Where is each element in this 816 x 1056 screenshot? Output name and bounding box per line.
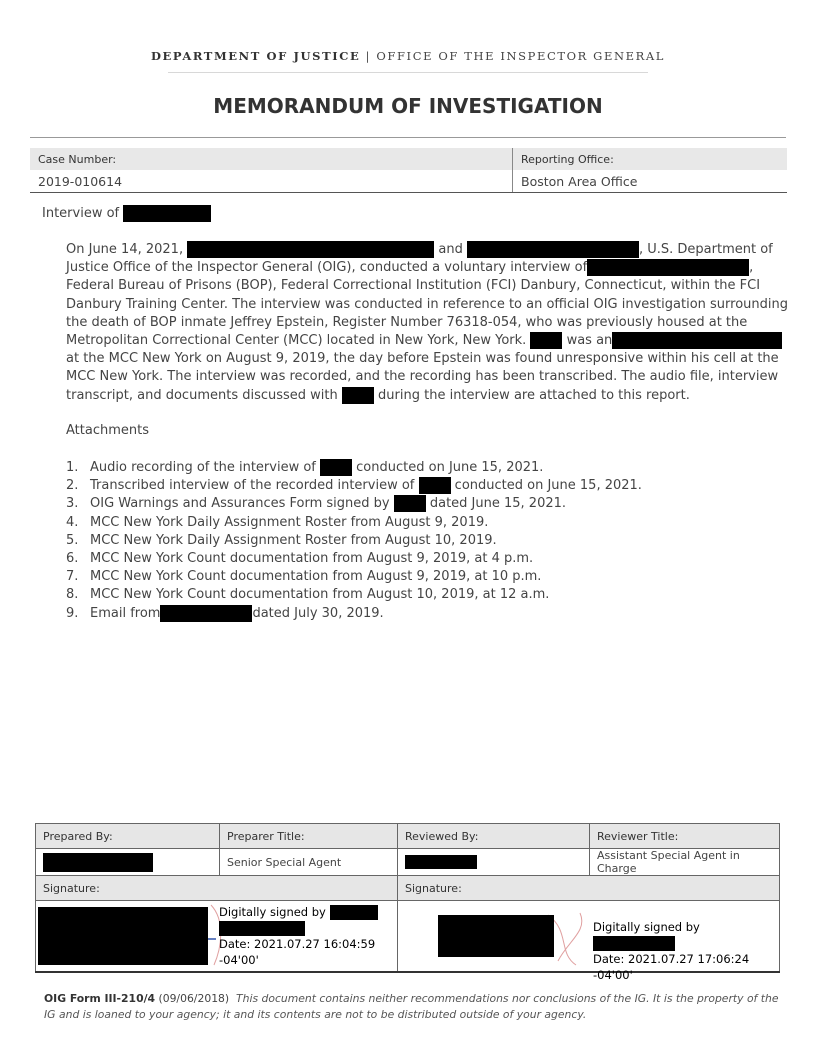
narrative-line <box>66 259 766 277</box>
narrative-line: the death of BOP inmate Jeffrey Epstein, Register Number 76318-054, who was previously housed at the <box>66 314 748 330</box>
case-number-value: 2019-010614 <box>30 170 513 193</box>
preparer-title-label: Preparer Title: <box>220 824 398 849</box>
preparer-signature-label: Signature: <box>36 876 398 901</box>
list-item <box>66 586 642 604</box>
list-item <box>66 514 642 532</box>
list-number: 3. <box>66 496 79 512</box>
list-text: MCC New York Daily Assignment Roster from August 10, 2019. <box>90 532 497 548</box>
form-date: (09/06/2018) <box>158 992 230 1005</box>
list-text: Email from <box>90 605 161 621</box>
narrative-line <box>66 387 766 405</box>
list-text: OIG Warnings and Assurances Form signed by <box>90 496 390 512</box>
narrative-text: Metropolitan Correctional Center (MCC) located in New York, New York. <box>66 332 527 348</box>
office-name: OFFICE OF THE INSPECTOR GENERAL <box>376 49 666 63</box>
redaction-block <box>330 905 378 920</box>
list-number: 8. <box>66 587 79 603</box>
attachments-heading: Attachments <box>66 423 149 438</box>
digital-signature-label: Digitally signed by <box>219 905 326 919</box>
list-item <box>66 605 642 623</box>
redaction-block <box>394 495 426 512</box>
narrative-text: during the interview are attached to this report. <box>378 387 690 403</box>
redaction-block <box>342 387 374 404</box>
list-text: Audio recording of the interview of <box>90 460 316 475</box>
title-divider <box>30 137 786 138</box>
redaction-block <box>320 459 352 476</box>
case-info-table <box>30 148 787 193</box>
narrative-text: transcript, and documents discussed with <box>66 387 338 403</box>
reviewer-title-value: Assistant Special Agent in Charge <box>590 849 780 876</box>
narrative-text: , <box>749 260 754 276</box>
narrative-text: On June 14, 2021, <box>66 242 184 257</box>
list-number: 5. <box>66 532 79 548</box>
header-divider <box>168 72 648 73</box>
list-item <box>66 477 642 495</box>
signature-redaction <box>38 907 208 965</box>
list-text: conducted on June 15, 2021. <box>454 478 642 494</box>
list-number: 4. <box>66 514 79 530</box>
redaction-block <box>530 332 562 349</box>
narrative-text: and <box>438 242 463 257</box>
redaction-block <box>123 205 211 222</box>
interview-of-label: Interview of <box>42 206 120 221</box>
reviewed-by-value <box>398 849 590 876</box>
prepared-by-label: Prepared By: <box>36 824 220 849</box>
preparer-signature-box <box>36 901 398 973</box>
narrative-line: MCC New York. The interview was recorded, and the recording has been transcribed. The audio file, interview <box>66 369 779 385</box>
list-text: MCC New York Daily Assignment Roster from August 9, 2019. <box>90 514 489 530</box>
list-text: conducted on June 15, 2021. <box>356 460 544 475</box>
redaction-block <box>219 921 305 936</box>
redaction-block <box>160 605 252 622</box>
list-number: 7. <box>66 569 79 585</box>
interview-subject <box>42 205 211 222</box>
page-title: MEMORANDUM OF INVESTIGATION <box>213 94 603 118</box>
form-footer <box>44 991 780 1023</box>
digital-signature-label: Digitally signed by <box>593 920 700 934</box>
interview-narrative <box>66 241 788 405</box>
list-item <box>66 550 642 568</box>
list-text: dated July 30, 2019. <box>252 605 384 621</box>
redaction-block <box>419 477 451 494</box>
redaction-block <box>467 241 639 258</box>
case-number-label: Case Number: <box>30 148 513 170</box>
redaction-block <box>587 259 749 276</box>
prepared-by-value <box>36 849 220 876</box>
list-item <box>66 568 642 586</box>
list-text: Transcribed interview of the recorded interview of <box>90 478 415 494</box>
list-text: MCC New York Count documentation from August 9, 2019, at 10 p.m. <box>90 569 542 585</box>
signature-redaction <box>438 915 554 957</box>
department-header <box>0 49 816 63</box>
signature-table <box>35 823 780 982</box>
signature-date: Date: 2021.07.27 17:06:24 -04'00' <box>593 952 750 982</box>
reviewer-signature-label: Signature: <box>398 876 780 901</box>
preparer-title-value: Senior Special Agent <box>220 849 398 876</box>
reporting-office-value: Boston Area Office <box>513 170 788 193</box>
list-number: 1. <box>66 460 79 475</box>
redaction-block <box>405 855 477 869</box>
list-number: 2. <box>66 478 79 494</box>
reporting-office-label: Reporting Office: <box>513 148 788 170</box>
reviewed-by-label: Reviewed By: <box>398 824 590 849</box>
list-item <box>66 532 642 550</box>
signature-timezone: -04'00' <box>219 953 259 967</box>
narrative-text: , U.S. Department of <box>638 242 773 257</box>
redaction-block <box>187 241 434 258</box>
list-item <box>66 459 642 477</box>
list-text: MCC New York Count documentation from August 10, 2019, at 12 a.m. <box>90 587 550 603</box>
list-number: 9. <box>66 605 79 621</box>
form-id: OIG Form III-210/4 <box>44 992 156 1005</box>
list-item <box>66 495 642 513</box>
narrative-line: at the MCC New York on August 9, 2019, the day before Epstein was found unresponsive within his cell at the <box>66 351 779 367</box>
list-number: 6. <box>66 550 79 566</box>
footer-notice: This document contains neither recommendations nor conclusions of the IG. It is the property of the IG and is loaned to your agency; it and its contents are not to be distributed outside of your agency. <box>44 992 779 1021</box>
department-name: DEPARTMENT OF JUSTICE <box>150 49 361 63</box>
redaction-block <box>612 332 782 349</box>
redaction-block <box>593 936 675 951</box>
narrative-text: Justice Office of the Inspector General (OIG), conducted a voluntary interview of <box>66 260 588 276</box>
attachments-list <box>66 459 642 623</box>
narrative-line: Federal Bureau of Prisons (BOP), Federal Correctional Institution (FCI) Danbury, Connecticut, within the FCI <box>66 278 761 294</box>
narrative-line <box>66 332 766 350</box>
reviewer-signature-box <box>398 901 780 982</box>
digital-signature-text <box>219 904 378 968</box>
header-separator: | <box>365 49 372 63</box>
signature-date: Date: 2021.07.27 16:04:59 <box>219 937 376 951</box>
narrative-line: Danbury Training Center. The interview was conducted in reference to an official OIG investigation surrounding <box>66 296 788 312</box>
redaction-block <box>43 853 153 872</box>
digital-signature-text <box>593 919 779 983</box>
list-text: dated June 15, 2021. <box>429 496 567 512</box>
narrative-text: was an <box>566 332 613 348</box>
list-text: MCC New York Count documentation from August 9, 2019, at 4 p.m. <box>90 550 534 566</box>
reviewer-title-label: Reviewer Title: <box>590 824 780 849</box>
narrative-line <box>66 241 773 259</box>
